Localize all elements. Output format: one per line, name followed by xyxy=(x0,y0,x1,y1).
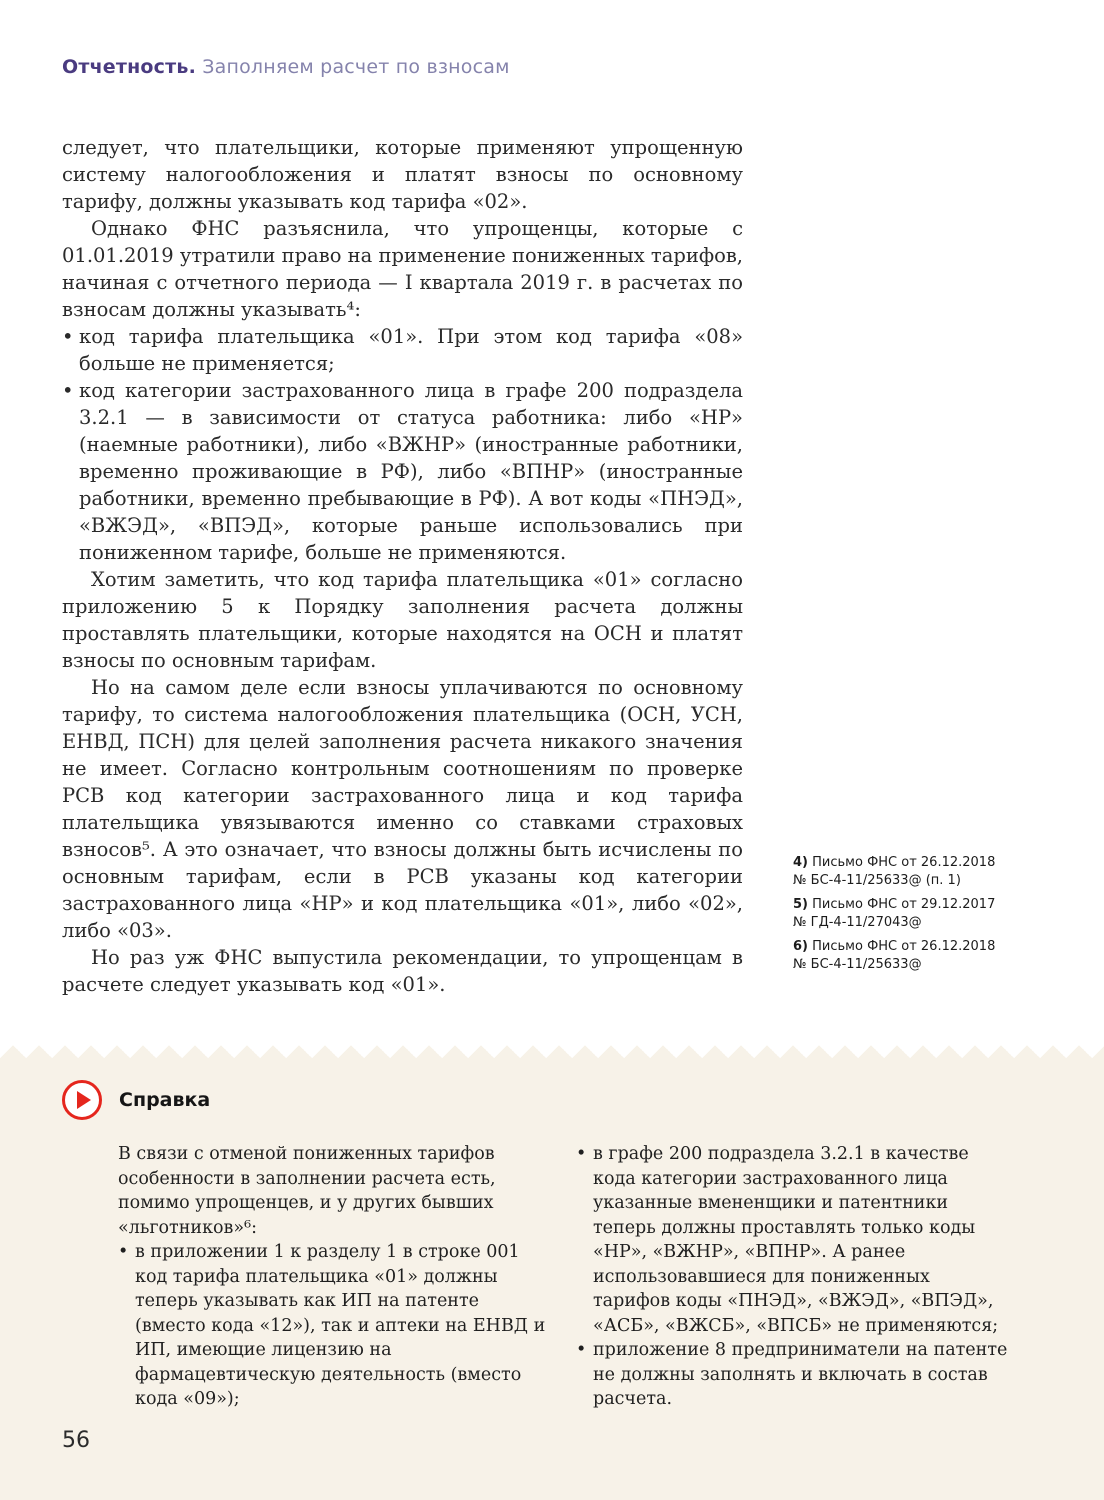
play-icon xyxy=(62,1080,102,1120)
paragraph: Но раз уж ФНС выпустила рекомендации, то упрощенцам в расчете следует указывать код «01». xyxy=(62,946,743,996)
paragraph-continuation: следует, что плательщики, которые применяют упрощенную систему налогообложения и платят взносы по основному тарифу, должны указывать код тарифа «02». xyxy=(62,136,743,213)
reference-column-right xyxy=(576,1142,1012,1412)
paragraph: Однако ФНС разъяснила, что упрощенцы, которые с 01.01.2019 утратили право на применение пониженных тарифов, начиная с отчетного периода — I квартала 2019 г. в расчетах по взносам должны указывать⁴: xyxy=(62,217,743,321)
bullet-list xyxy=(62,323,743,566)
footnote-text: № ГД-4-11/27043@ xyxy=(793,914,922,930)
footnote-text: № БС-4-11/25633@ xyxy=(793,956,922,972)
reference-box-body xyxy=(0,1058,1104,1500)
list-item: • в графе 200 подраздела 3.2.1 в качестве кода категории застрахованного лица указанные вмененщики и патентники теперь должны проставлять только коды «НР», «ВЖНР», «ВПНР». А ранее использовавшиеся для пониженных тарифов коды «ПНЭД», «ВЖЭД», «ВПЭД», «АСБ», «ВЖСБ», «ВПСБ» не применяются; xyxy=(576,1142,1012,1338)
footnote-text: № БС-4-11/25633@ (п. 1) xyxy=(793,872,961,888)
list-item: • код категории застрахованного лица в графе 200 подраздела 3.2.1 — в зависимости от статуса работника: либо «НР» (наемные работники), либо «ВЖНР» (иностранные работники, временно проживающие в РФ), либо «ВПНР» (иностранные работники, временно пребывающие в РФ). А вот коды «ПНЭД», «ВЖЭД», «ВПЭД», которые раньше использовались при пониженном тарифе, больше не применяются. xyxy=(62,377,743,566)
section-header xyxy=(62,56,510,78)
page-number: 56 xyxy=(62,1428,90,1453)
paragraph: Но на самом деле если взносы уплачиваются по основному тарифу, то система налогообложения плательщика (ОСН, УСН, ЕНВД, ПСН) для целей заполнения расчета никакого значения не имеет. Согласно контрольным соотношениям по проверке РСВ код категории застрахованного лица и код тарифа плательщика увязываются именно со ставками страховых взносов⁵. А это означает, что взносы должны быть исчислены по основным тарифам, если в РСВ указаны код категории застрахованного лица «НР» и код плательщика «01», либо «02», либо «03». xyxy=(62,676,743,942)
reference-intro: В связи с отменой пониженных тарифов особенности в заполнении расчета есть, помимо упрощенцев, и у других бывших «льготников»⁶: xyxy=(118,1144,496,1238)
article-body xyxy=(62,134,743,998)
section-title: Отчетность. xyxy=(62,56,196,78)
reference-header xyxy=(62,1080,1104,1120)
footnote-number: 5) xyxy=(793,897,808,912)
play-triangle-icon xyxy=(77,1091,91,1109)
footnote-text: Письмо ФНС от 29.12.2017 xyxy=(812,897,996,912)
reference-bullet-list xyxy=(576,1142,1012,1412)
reference-title: Справка xyxy=(119,1089,211,1111)
paragraph: Хотим заметить, что код тарифа плательщика «01» согласно приложению 5 к Порядку заполнения расчета должны проставлять плательщики, которые находятся на ОСН и платят взносы по основным тарифам. xyxy=(62,568,743,672)
list-item: • приложение 8 предприниматели на патенте не должны заполнять и включать в состав расчета. xyxy=(576,1338,1012,1412)
footnote-text: Письмо ФНС от 26.12.2018 xyxy=(812,855,996,870)
footnote-number: 4) xyxy=(793,855,808,870)
reference-column-left xyxy=(118,1142,550,1412)
reference-bullet-list xyxy=(118,1240,550,1412)
footnote-5 xyxy=(793,896,1025,931)
reference-box xyxy=(0,1045,1104,1500)
list-item: • код тарифа плательщика «01». При этом код тарифа «08» больше не применяется; xyxy=(62,323,743,377)
zigzag-edge xyxy=(0,1045,1104,1058)
footnotes-sidebar xyxy=(793,854,1025,980)
footnote-text: Письмо ФНС от 26.12.2018 xyxy=(812,939,996,954)
list-item: • в приложении 1 к разделу 1 в строке 001 код тарифа плательщика «01» должны теперь указывать как ИП на патенте (вместо кода «12»), так и аптеки на ЕНВД и ИП, имеющие лицензию на фармацевтическую деятельность (вместо кода «09»); xyxy=(118,1240,550,1412)
section-subtitle: Заполняем расчет по взносам xyxy=(202,56,510,78)
reference-columns xyxy=(118,1142,1104,1412)
footnote-number: 6) xyxy=(793,939,808,954)
footnote-4 xyxy=(793,854,1025,889)
footnote-6 xyxy=(793,938,1025,973)
